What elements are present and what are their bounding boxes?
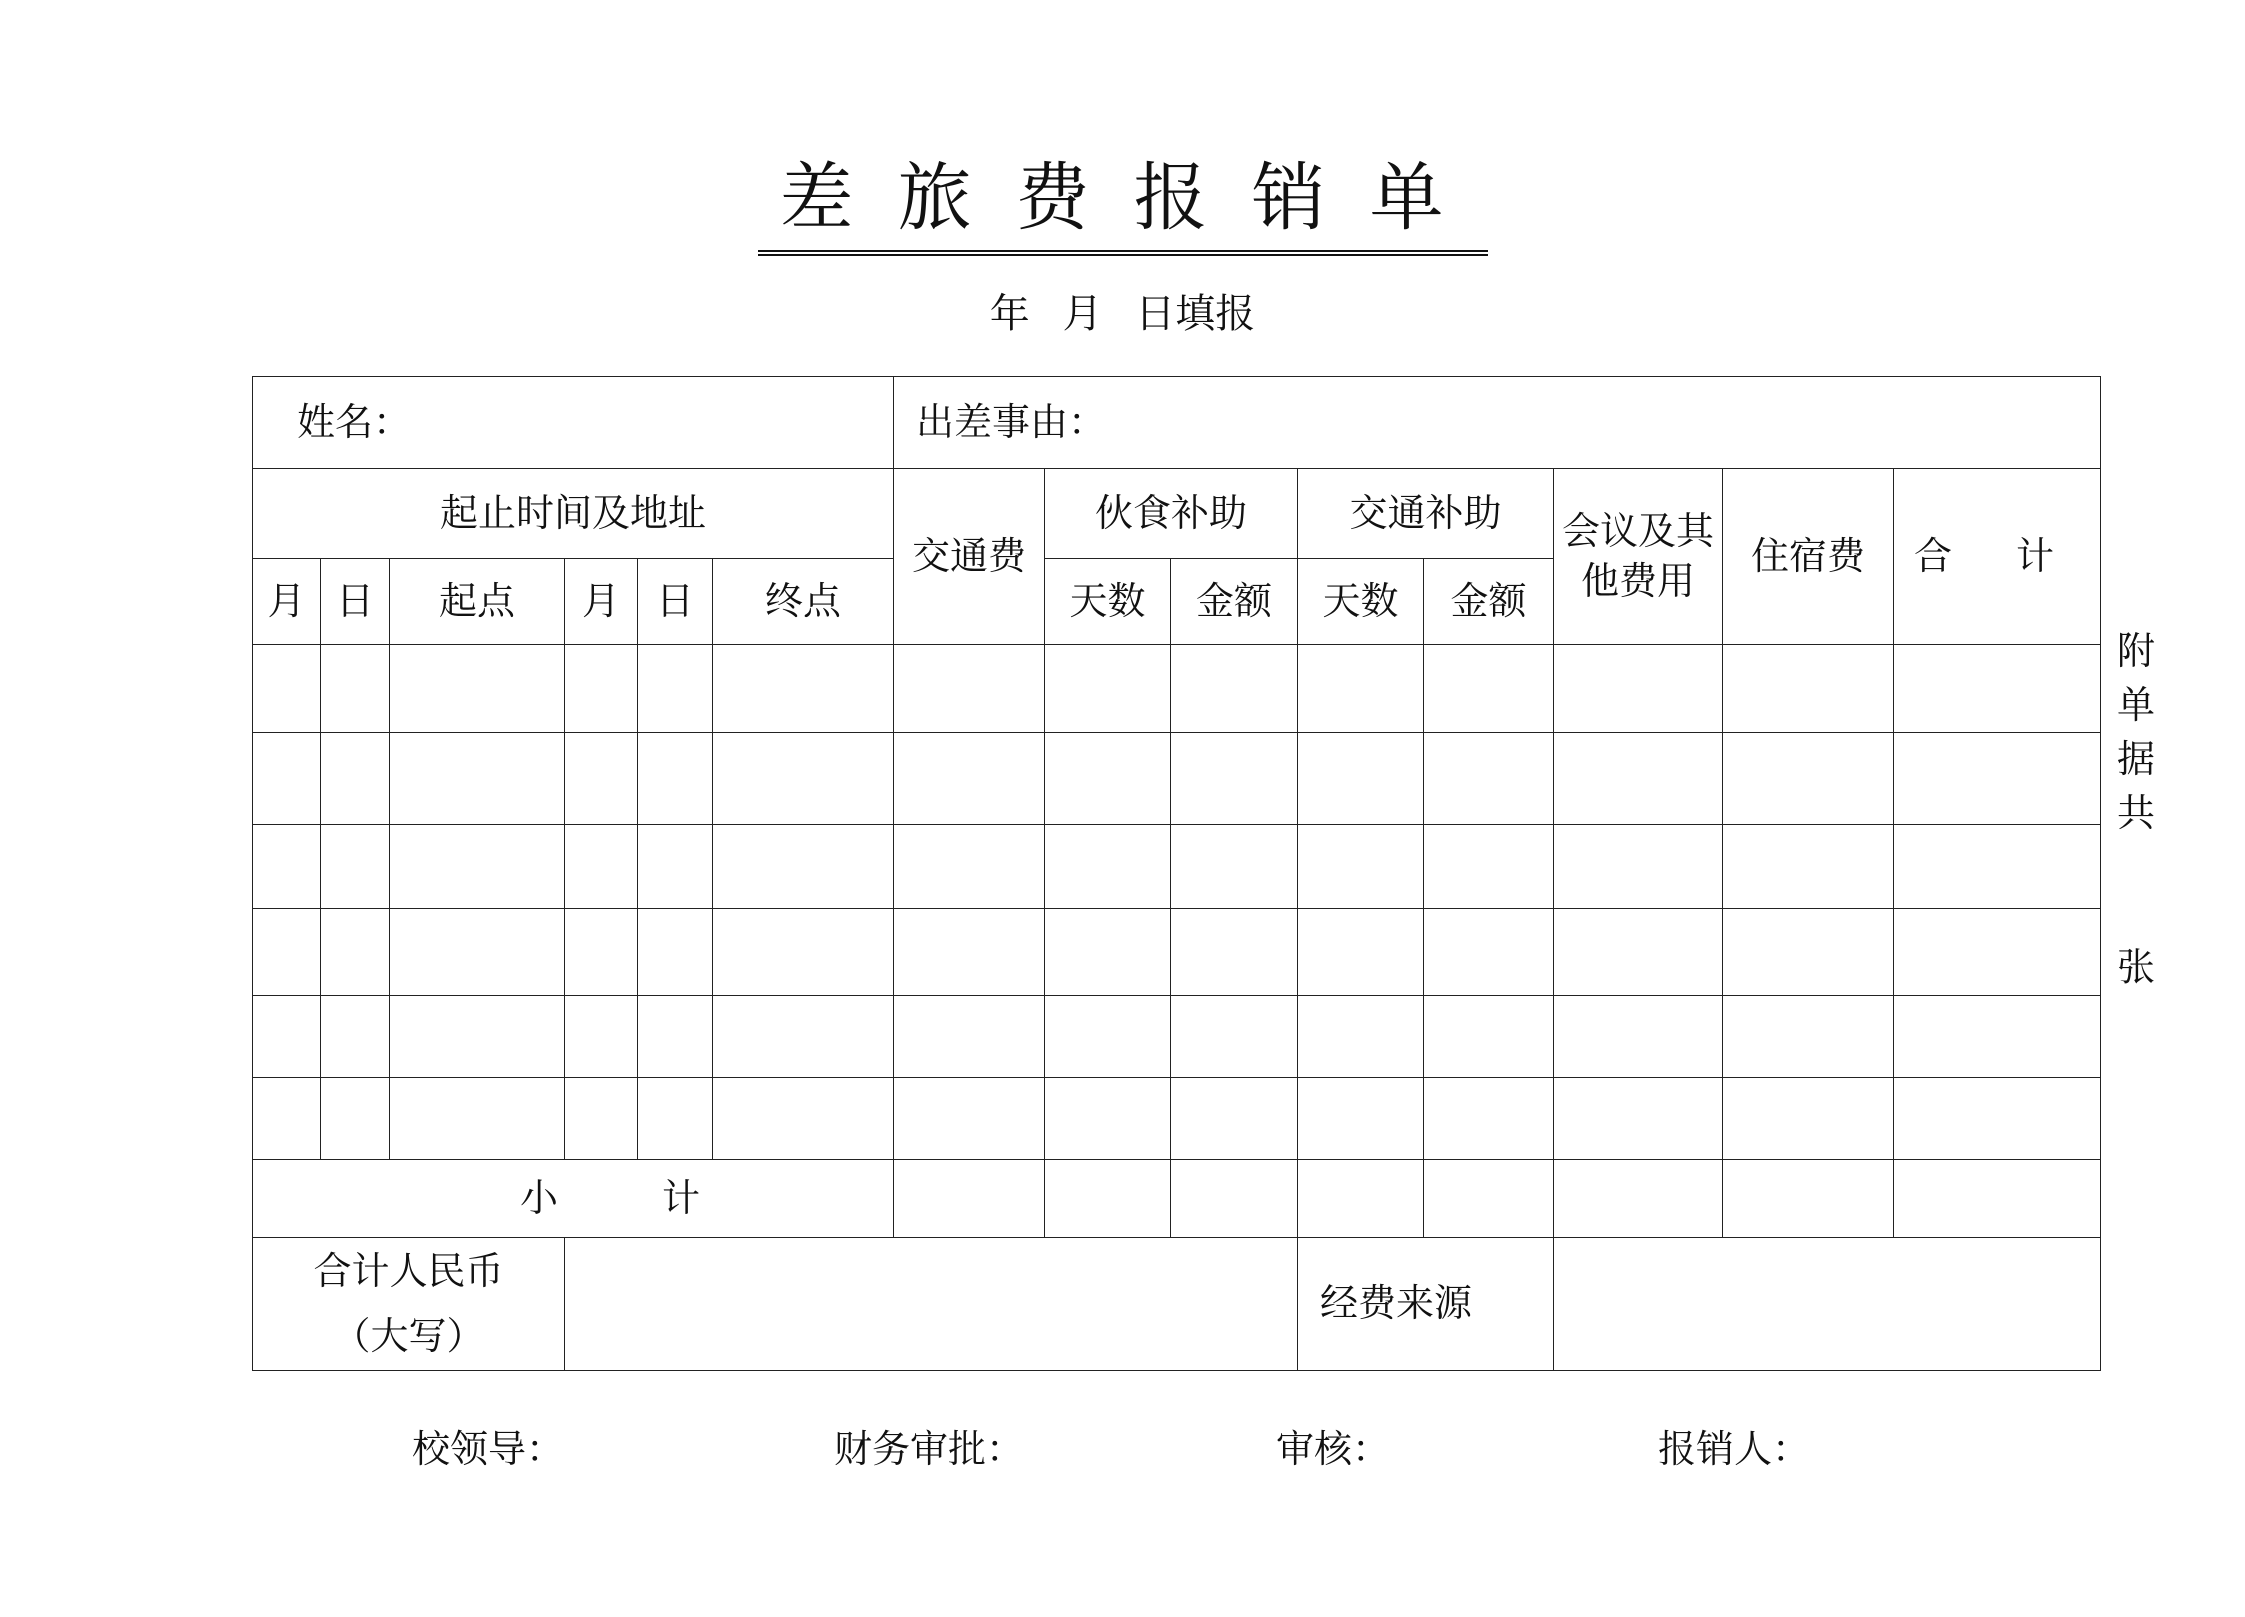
table-row: [253, 645, 2101, 733]
table-cell[interactable]: [1045, 645, 1171, 733]
table-cell[interactable]: [1045, 909, 1171, 996]
table-cell[interactable]: [894, 1160, 1045, 1238]
table-cell[interactable]: [1171, 825, 1298, 909]
attachment-count-unit: 张: [2116, 945, 2155, 989]
total-rmb-uppercase-label: （大写）: [332, 1314, 485, 1358]
table-cell[interactable]: [638, 996, 713, 1078]
table-cell[interactable]: [321, 645, 390, 733]
table-cell[interactable]: [1424, 909, 1554, 996]
date-day-fill-label: 日填报: [1135, 291, 1256, 337]
expense-form-table: [252, 376, 2101, 1371]
table-cell[interactable]: [638, 1078, 713, 1160]
attachment-count-label: 附 单 据 共: [2116, 629, 2155, 835]
table-cell[interactable]: [390, 733, 565, 825]
table-cell[interactable]: [1424, 733, 1554, 825]
table-row: [253, 733, 2101, 825]
table-cell[interactable]: [1424, 1078, 1554, 1160]
table-cell[interactable]: [253, 996, 321, 1078]
table-cell[interactable]: [1171, 1160, 1298, 1238]
table-cell[interactable]: [390, 825, 565, 909]
table-cell[interactable]: [713, 733, 894, 825]
table-cell[interactable]: [1723, 909, 1894, 996]
table-cell[interactable]: [1554, 996, 1723, 1078]
table-cell[interactable]: [1045, 1078, 1171, 1160]
table-cell[interactable]: [894, 645, 1045, 733]
subtotal-label: 小 计: [253, 1160, 894, 1238]
table-cell[interactable]: [1894, 825, 2101, 909]
meal-allowance-header: 伙食补助: [1045, 469, 1298, 559]
table-cell[interactable]: [321, 733, 390, 825]
total-rmb-label: 合计人民币: [313, 1248, 504, 1293]
table-cell[interactable]: [1424, 996, 1554, 1078]
total-header: 合 计: [1894, 469, 2101, 645]
table-cell[interactable]: [1554, 645, 1723, 733]
attachment-count-note: [2116, 624, 2156, 994]
table-cell[interactable]: [1894, 645, 2101, 733]
name-field[interactable]: [253, 377, 894, 469]
finance-approval-signature: 财务审批：: [834, 1427, 1025, 1471]
table-cell[interactable]: [894, 909, 1045, 996]
reason-field[interactable]: [894, 377, 2101, 469]
table-cell[interactable]: [1554, 1160, 1723, 1238]
transport-amount-header: 金额: [1424, 559, 1554, 645]
meal-amount-header: 金额: [1171, 559, 1298, 645]
table-row: [253, 825, 2101, 909]
table-cell[interactable]: [1171, 733, 1298, 825]
table-cell[interactable]: [894, 825, 1045, 909]
table-cell[interactable]: [1171, 909, 1298, 996]
table-cell[interactable]: [1723, 996, 1894, 1078]
table-cell[interactable]: [1894, 1078, 2101, 1160]
table-cell[interactable]: [1171, 645, 1298, 733]
table-cell[interactable]: [1298, 909, 1424, 996]
table-cell[interactable]: [1723, 645, 1894, 733]
table-cell[interactable]: [638, 733, 713, 825]
table-cell[interactable]: [1424, 825, 1554, 909]
table-cell[interactable]: [713, 1078, 894, 1160]
end-month-header: 月: [565, 559, 638, 645]
table-cell[interactable]: [390, 645, 565, 733]
table-cell[interactable]: [713, 645, 894, 733]
table-cell[interactable]: [321, 996, 390, 1078]
date-line: [0, 282, 2245, 339]
table-cell[interactable]: [390, 996, 565, 1078]
table-cell[interactable]: [1424, 1160, 1554, 1238]
table-cell[interactable]: [1298, 1078, 1424, 1160]
table-cell[interactable]: [1171, 1078, 1298, 1160]
transport-days-header: 天数: [1298, 559, 1424, 645]
table-row: [253, 996, 2101, 1078]
table-cell[interactable]: [638, 825, 713, 909]
subtotal-row: [253, 1160, 2101, 1238]
start-month-header: 月: [253, 559, 321, 645]
table-cell[interactable]: [1045, 733, 1171, 825]
table-cell[interactable]: [713, 825, 894, 909]
table-cell[interactable]: [1554, 1078, 1723, 1160]
table-cell[interactable]: [565, 645, 638, 733]
table-cell[interactable]: [713, 996, 894, 1078]
table-cell[interactable]: [1554, 825, 1723, 909]
fund-source-input[interactable]: [1554, 1238, 2101, 1371]
table-cell[interactable]: [321, 909, 390, 996]
review-signature: 审核：: [1276, 1427, 1391, 1471]
table-cell[interactable]: [1171, 996, 1298, 1078]
table-cell[interactable]: [565, 1078, 638, 1160]
table-cell[interactable]: [565, 909, 638, 996]
table-cell[interactable]: [638, 645, 713, 733]
start-day-header: 日: [321, 559, 390, 645]
table-cell[interactable]: [253, 1078, 321, 1160]
table-cell[interactable]: [1298, 645, 1424, 733]
table-cell[interactable]: [1894, 909, 2101, 996]
table-cell[interactable]: [1045, 1160, 1171, 1238]
date-month-label: 月: [1062, 291, 1103, 337]
reason-label: 出差事由：: [916, 399, 1107, 444]
table-cell[interactable]: [253, 825, 321, 909]
table-cell[interactable]: [1298, 996, 1424, 1078]
period-address-header: 起止时间及地址: [253, 469, 894, 559]
meal-days-header: 天数: [1045, 559, 1171, 645]
table-cell[interactable]: [1045, 996, 1171, 1078]
end-day-header: 日: [638, 559, 713, 645]
transport-fee-header: 交通费: [894, 469, 1045, 645]
document-title-wrap: [0, 150, 2245, 256]
document-title: 差旅费报销单: [758, 150, 1488, 256]
total-rmb-row: [253, 1238, 2101, 1371]
header-info-row: [253, 377, 2101, 469]
table-cell[interactable]: [1045, 825, 1171, 909]
table-cell[interactable]: [1894, 1160, 2101, 1238]
table-cell[interactable]: [1554, 733, 1723, 825]
school-leader-signature: 校领导：: [412, 1427, 565, 1471]
table-cell[interactable]: [565, 733, 638, 825]
claimant-signature: 报销人：: [1658, 1427, 1811, 1471]
table-cell[interactable]: [1723, 1160, 1894, 1238]
table-cell[interactable]: [1723, 1078, 1894, 1160]
table-cell[interactable]: [1554, 909, 1723, 996]
table-cell[interactable]: [1424, 645, 1554, 733]
fund-source-label: 经费来源: [1298, 1238, 1554, 1371]
table-cell[interactable]: [1894, 996, 2101, 1078]
table-cell[interactable]: [253, 645, 321, 733]
table-row: [253, 909, 2101, 996]
table-cell[interactable]: [1298, 825, 1424, 909]
transport-allowance-header: 交通补助: [1298, 469, 1554, 559]
table-cell[interactable]: [253, 733, 321, 825]
end-point-header: 终点: [713, 559, 894, 645]
name-label: 姓名：: [297, 399, 412, 444]
meeting-other-header: 会议及其 他费用: [1554, 469, 1723, 645]
table-cell[interactable]: [1298, 1160, 1424, 1238]
table-cell[interactable]: [894, 996, 1045, 1078]
table-cell[interactable]: [565, 825, 638, 909]
table-cell[interactable]: [565, 996, 638, 1078]
table-cell[interactable]: [390, 1078, 565, 1160]
table-cell[interactable]: [321, 825, 390, 909]
total-rmb-label-cell: [253, 1238, 565, 1371]
lodging-header: 住宿费: [1723, 469, 1894, 645]
table-cell[interactable]: [894, 1078, 1045, 1160]
start-point-header: 起点: [390, 559, 565, 645]
table-cell[interactable]: [321, 1078, 390, 1160]
table-row: [253, 1078, 2101, 1160]
table-cell[interactable]: [894, 733, 1045, 825]
table-cell[interactable]: [1298, 733, 1424, 825]
column-header-row-1: [253, 469, 2101, 559]
table-cell[interactable]: [1894, 733, 2101, 825]
table-cell[interactable]: [1723, 825, 1894, 909]
date-year-label: 年: [989, 291, 1030, 337]
table-cell[interactable]: [253, 909, 321, 996]
table-cell[interactable]: [713, 909, 894, 996]
table-cell[interactable]: [1723, 733, 1894, 825]
table-cell[interactable]: [638, 909, 713, 996]
total-rmb-input[interactable]: [565, 1238, 1298, 1371]
table-cell[interactable]: [390, 909, 565, 996]
